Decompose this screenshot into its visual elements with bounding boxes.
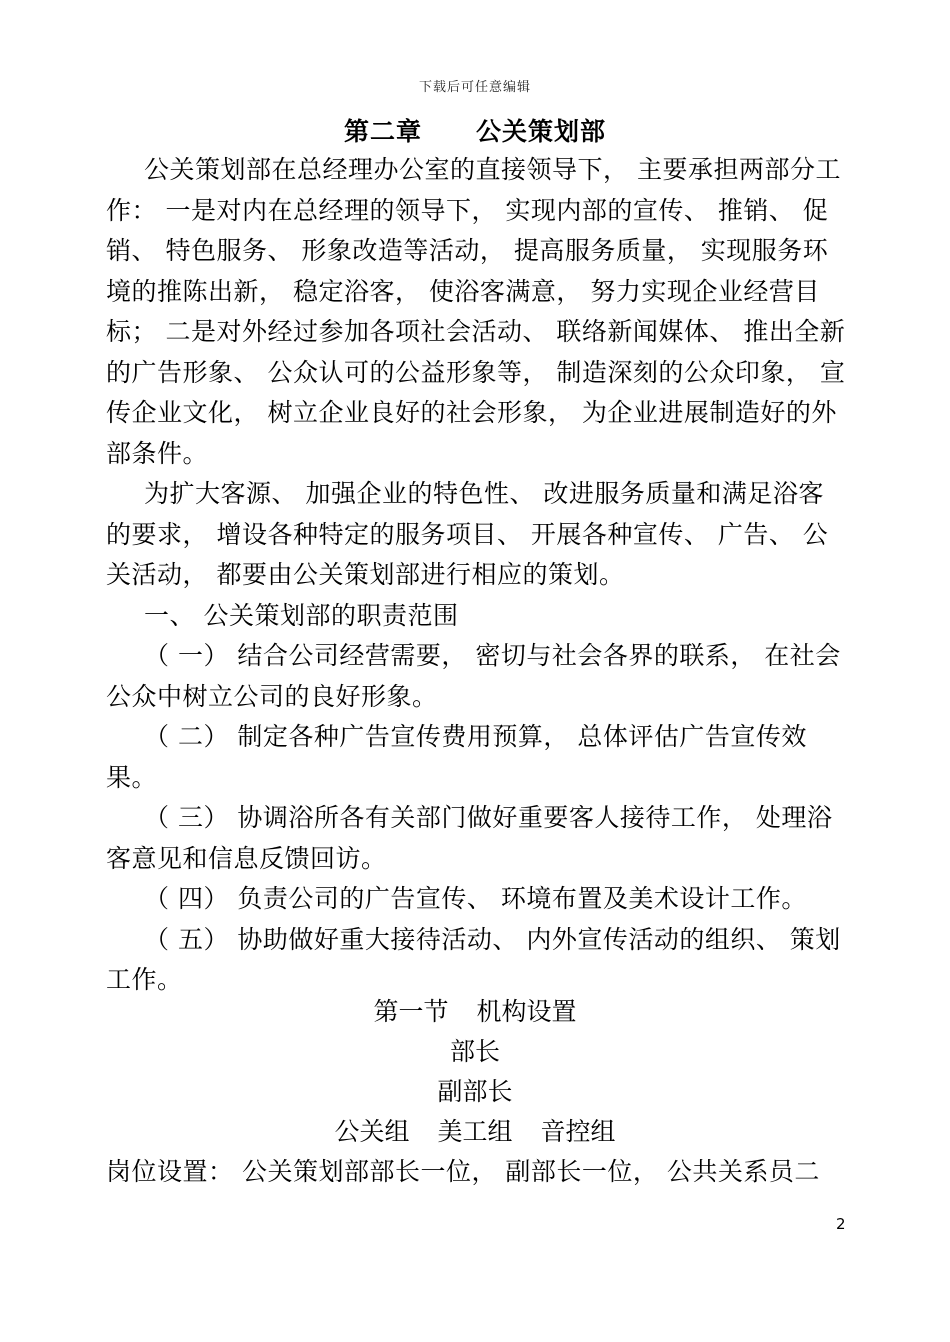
duty-item: （ 一） 结合公司经营需要， 密切与社会各界的联系， 在社会公众中树立公司的良好形象。 [106,641,841,711]
chapter-number: 第二章 [343,117,422,146]
section-title [0,992,950,1032]
org-deputy: 副部长 [437,1077,513,1106]
duty-item: （ 二） 制定各种广告宣传费用预算， 总体评估广告宣传效果。 [106,722,807,792]
duty-item: （ 四） 负责公司的广告宣传、 环境布置及美术设计工作。 [144,884,807,913]
duty-item: （ 三） 协调浴所各有关部门做好重要客人接待工作， 处理浴客意见和信息反馈回访。 [106,803,833,873]
header-watermark: 下载后可任意编辑 [418,80,531,95]
section-name: 机构设置 [476,997,577,1026]
body-text [106,150,848,1001]
paragraph-intro: 公关策划部在总经理办公室的直接领导下， 主要承担两部分工作： 一是对内在总经理的领导下， 实现内部的宣传、 推销、 促销、 特色服务、 形象改造等活动， 提高服务质量， 实现服务环境的推陈出新， 稳定浴客， 使浴客满意， 努力实现企业经营目标； 二是对外经过参加各项社会活动、 联络新闻媒体、 推出全新的广告形象、 公众认可的公益形象等， 制造深刻的公众印象， 宣传企业文化， 树立企业良好的社会形象， 为企业进展制造好的外部条件。 [106,155,846,468]
org-head: 部长 [449,1037,500,1066]
chapter-name: 公关策划部 [476,117,607,146]
org-group-pr: 公关组 [334,1117,410,1146]
paragraph-planning: 为扩大客源、 加强企业的特色性、 改进服务质量和满足浴客的要求， 增设各种特定的服务项目、 开展各种宣传、 广告、 公关活动， 都要由公关策划部进行相应的策划。 [106,479,829,589]
org-group-art: 美工组 [437,1117,513,1146]
chapter-title [0,112,950,148]
duty-item: （ 五） 协助做好重大接待活动、 内外宣传活动的组织、 策划工作。 [106,924,841,994]
org-group-sound: 音控组 [540,1117,616,1146]
section-number: 第一节 [373,997,449,1026]
org-groups [0,1112,950,1152]
duties-heading: 一、 公关策划部的职责范围 [144,600,459,630]
page-number: 2 [836,1215,846,1233]
positions-text: 岗位设置： 公关策划部部长一位， 副部长一位， 公共关系员二 [106,1157,820,1186]
